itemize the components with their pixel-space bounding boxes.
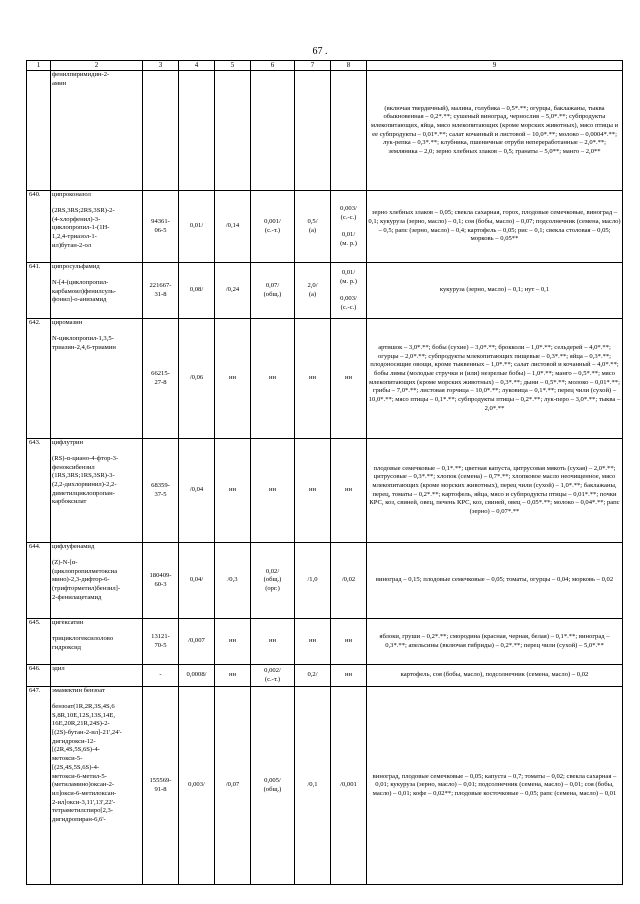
substance-name: цифлутрин (52, 439, 84, 447)
chemical-name: бензоат(1R,2R,3S,4S,6 S,8R,10E,12S,13S,14E, 16E,20R,21R,24S)-2- [(2S)-бутан-2-ил]-21',24'- дигидрокси-12- [(2R,4S,5S,6S)-4- метокси-5- [(2S,4S,5S,6S)-4- метокси-6-метил-5- (метиламино)оксан-2- ил]окси-6-метилоксан- 2-ил]окси-3,11',13',22'- тетраметилспиро[2,3- дигидропиран-6,6'- (52, 702, 122, 824)
chemical-name: (2RS,3RS;2RS,3SR)-2- (4-хлорфенил)-3- циклопропил-1-(1Н- 1,2,4-триазол-1- ил)бутан-2-ол (52, 206, 115, 249)
residue-limits: картофель, соя (бобы, масло), подсолнечник (семена, масло) – 0,02 (367, 665, 623, 687)
table-row (27, 665, 623, 687)
value-cell: нн (215, 439, 251, 543)
value-cell: 0,005/ (общ.) (251, 687, 295, 885)
col-header: 1 (27, 61, 51, 71)
residue-limits: виноград, плодовые семечковые – 0,05; капуста – 0,7; томаты – 0,02; свекла сахарная – 0,01; кукуруза (зерно, масло) – 0,01; подсолнечник (семена, масло) – 0,01; соя (бобы, масло) – 0,01; кофе – 0,02**; плодовые косточковые – 0,05; рапс (семена, масло) – 0,01 (367, 687, 623, 885)
substance-name: фенилпиримидин-2- амин (52, 71, 110, 87)
substance-name-cell (51, 665, 143, 687)
substance-name: ципросульфамид (52, 263, 100, 271)
substance-name: ципроконазол (52, 191, 91, 199)
cas-number (143, 71, 179, 191)
substance-name: эмамектин бензоат (52, 687, 105, 695)
table-row (27, 191, 623, 263)
table-row (27, 71, 623, 191)
substance-name: эдил (52, 665, 65, 673)
cas-number: 180409- 60-3 (143, 543, 179, 619)
table-row (27, 619, 623, 665)
value-cell: 0,02/ (общ.) (орг.) (251, 543, 295, 619)
substance-name-cell (51, 543, 143, 619)
residue-limits: яблоки, груши – 0,2*.**; смородина (красная, черная, белая) – 0,1*.**; виноград – 0,3*.**; апельсины (включая гибриды) – 0,2*.**; перец чили (сухой) – 5,0*.** (367, 619, 623, 665)
value-cell: /0,24 (215, 263, 251, 319)
col-header: 6 (251, 61, 295, 71)
value-cell: 0,2/ (295, 665, 331, 687)
row-number: 642. (27, 319, 51, 439)
row-number: 643. (27, 439, 51, 543)
cas-number: 221667- 31-8 (143, 263, 179, 319)
value-cell: /0,02 (331, 543, 367, 619)
value-cell: /0,3 (215, 543, 251, 619)
pesticide-table (26, 60, 623, 885)
substance-name: цифлуфенамид (52, 543, 95, 551)
value-cell: нн (295, 319, 331, 439)
substance-name-cell (51, 71, 143, 191)
value-cell: /0,14 (215, 191, 251, 263)
cas-number: 66215- 27-8 (143, 319, 179, 439)
value-cell (331, 71, 367, 191)
residue-limits: зерно хлебных злаков – 0,05; свекла сахарная, горох, плодовые семечковые, виноград – 0,1; кукуруза (зерно, масло) – 0,1; соя (бобы, масло) – 0,07; подсолнечник (семена, масло) – 0,5; рапс (зерно, масло) – 0,4; картофель – 0,05; рис – 0,1; свекла столовая – 0,05; морковь – 0,05** (367, 191, 623, 263)
cas-number: 68359- 37-5 (143, 439, 179, 543)
col-header: 4 (179, 61, 215, 71)
value-cell: 0,01/ (м. р.) 0,003/ (с.-с.) (331, 263, 367, 319)
row-number: 640. (27, 191, 51, 263)
chemical-name: трициклогексилолово гидроксид (52, 634, 114, 651)
substance-name-cell (51, 439, 143, 543)
col-header: 8 (331, 61, 367, 71)
value-cell: нн (331, 665, 367, 687)
cas-number: 13121- 70-5 (143, 619, 179, 665)
row-number: 645. (27, 619, 51, 665)
value-cell: нн (331, 439, 367, 543)
substance-name-cell (51, 319, 143, 439)
chemical-name: N-[4-(циклопропил- карбамоил)фенилсуль- фонил]-о-анизамид (52, 278, 116, 304)
value-cell: /0,06 (179, 319, 215, 439)
table-row (27, 543, 623, 619)
value-cell: 0,04/ (179, 543, 215, 619)
value-cell: 0,003/ (179, 687, 215, 885)
value-cell: /0,1 (295, 687, 331, 885)
value-cell (295, 71, 331, 191)
value-cell: нн (251, 619, 295, 665)
residue-limits: виноград – 0,15; плодовые семечковые – 0,05; томаты, огурцы – 0,04; морковь – 0,02 (367, 543, 623, 619)
value-cell (215, 71, 251, 191)
table-row (27, 263, 623, 319)
value-cell: 0,07/ (общ.) (251, 263, 295, 319)
cas-number: 94361- 06-5 (143, 191, 179, 263)
value-cell (179, 71, 215, 191)
value-cell: нн (215, 665, 251, 687)
value-cell: нн (295, 439, 331, 543)
row-number: 644. (27, 543, 51, 619)
substance-name-cell (51, 619, 143, 665)
col-header: 9 (367, 61, 623, 71)
table-row (27, 319, 623, 439)
col-header: 5 (215, 61, 251, 71)
value-cell: 0,5/ (а) (295, 191, 331, 263)
chemical-name: (RS)-α-циано-4-фтор-3- феноксибензил (1RS,3RS;1RS,3SR)-3- (2,2-дихлорвинил)-2,2- диметилциклопропан- карбоксилат (52, 454, 119, 506)
substance-name-cell (51, 191, 143, 263)
value-cell: 0,01/ (179, 191, 215, 263)
value-cell: 0,001/ (с.-т.) (251, 191, 295, 263)
value-cell: /0,07 (215, 687, 251, 885)
col-header: 3 (143, 61, 179, 71)
value-cell: 0,002/ (с.-т.) (251, 665, 295, 687)
residue-limits: кукуруза (зерно, масло) – 0,1; нут – 0,1 (367, 263, 623, 319)
value-cell: /0,007 (179, 619, 215, 665)
value-cell: нн (215, 319, 251, 439)
value-cell: 0,0008/ (179, 665, 215, 687)
value-cell: 0,08/ (179, 263, 215, 319)
value-cell: нн (251, 319, 295, 439)
value-cell: нн (215, 619, 251, 665)
col-header: 2 (51, 61, 143, 71)
value-cell: 2,0/ (а) (295, 263, 331, 319)
substance-name-cell (51, 687, 143, 885)
substance-name: цигексатин (52, 619, 84, 627)
row-number (27, 71, 51, 191)
page-number: 67 . (312, 46, 328, 57)
col-header: 7 (295, 61, 331, 71)
value-cell (251, 71, 295, 191)
row-number: 641. (27, 263, 51, 319)
table-row (27, 439, 623, 543)
value-cell: /1,0 (295, 543, 331, 619)
value-cell: нн (251, 439, 295, 543)
value-cell: нн (331, 619, 367, 665)
cas-number: - (143, 665, 179, 687)
substance-name-cell (51, 263, 143, 319)
header-row (27, 61, 623, 71)
residue-limits: артишок – 3,0*.**; бобы (сухие) – 3,0*.**; брокколи – 1,0*.**; сельдерей – 4,0*.**; огурцы – 2,0*.**; субпродукты млекопитающих пищевые – 0,3*.**; яйца – 0,3*.**; плодоносящие овощи, кроме тыквенных – 1,0*.**; салат листовой и кочанный – 4,0*.**; бобы лимы (молодые стручки и (или) незрелые бобы) – 1,0*.**; манго – 0,5*.**; мясо млекопитающих (кроме морских животных) – 0,3*.**; дыни – 0,5*.**; молоко – 0,01*.**; грибы – 7,0*.**; листовая горчица – 10,0*.**; луковица – 0,1*.**; перец чили (сухой) – 10,0*.**; мясо птицы – 0,1*.**; субпродукты птицы – 0,2*.**; лук-перо – 3,0*.**; тыква – 2,0*.** (367, 319, 623, 439)
chemical-name: N-циклопропил-1,3,5- триазин-2,4,6-триамин (52, 334, 116, 351)
substance-name: циромазин (52, 319, 83, 327)
residue-limits: плодовые семечковые – 0,1*.**; цветная капуста, цитрусовая мякоть (сухая) – 2,0*.**; цитрусовые – 0,3*.**; хлопок (семена) – 0,7*.**; хлопковое масло неочищенное, мясо млекопитающих (кроме морских животных), перец чили (сухой) – 1,0*.**; баклажаны, перец, томаты – 0,2*.**; картофель, яйца, мясо и субпродукты птицы – 0,01*.**; почки КРС, коз, свиней, овец, печень КРС, коз, свиней, овец – 0,05*.**; молоко – 0,04*.**; рапс (зерно) – 0,07*.** (367, 439, 623, 543)
value-cell: /0,04 (179, 439, 215, 543)
value-cell: нн (331, 319, 367, 439)
row-number: 646. (27, 665, 51, 687)
residue-limits: (включая твердичный), малина, голубика – 0,5*.**; огурцы, баклажаны, тыква обыкновенная – 0,2*.**; сушеный виноград, чернослив – 5,0*.**; субпродукты млекопитающих, яйца, мясо млекопитающих (кроме морских животных), мясо птицы и ее субпродукты – 0,01*.**; салат кочанный и листовой – 10,0*.**; молоко – 0,0004*.**; лук-репка – 0,3*.**; клубника, пшеничные отруби непереработанные – 2,0*.**; земляника – 2,0; зерно хлебных злаков – 0,5; гранаты – 5,0**; манго – 2,0** (367, 71, 623, 191)
table-row (27, 687, 623, 885)
cas-number: 155569- 91-8 (143, 687, 179, 885)
value-cell: нн (295, 619, 331, 665)
value-cell: 0,003/ (с.-с.) 0,01/ (м. р.) (331, 191, 367, 263)
value-cell: /0,001 (331, 687, 367, 885)
row-number: 647. (27, 687, 51, 885)
chemical-name: (Z)-N-[α- (циклопропилметоксиа мино)-2,3-дифтор-6- (трифторметил)бензил]- 2-фенилацетамид (52, 558, 121, 601)
